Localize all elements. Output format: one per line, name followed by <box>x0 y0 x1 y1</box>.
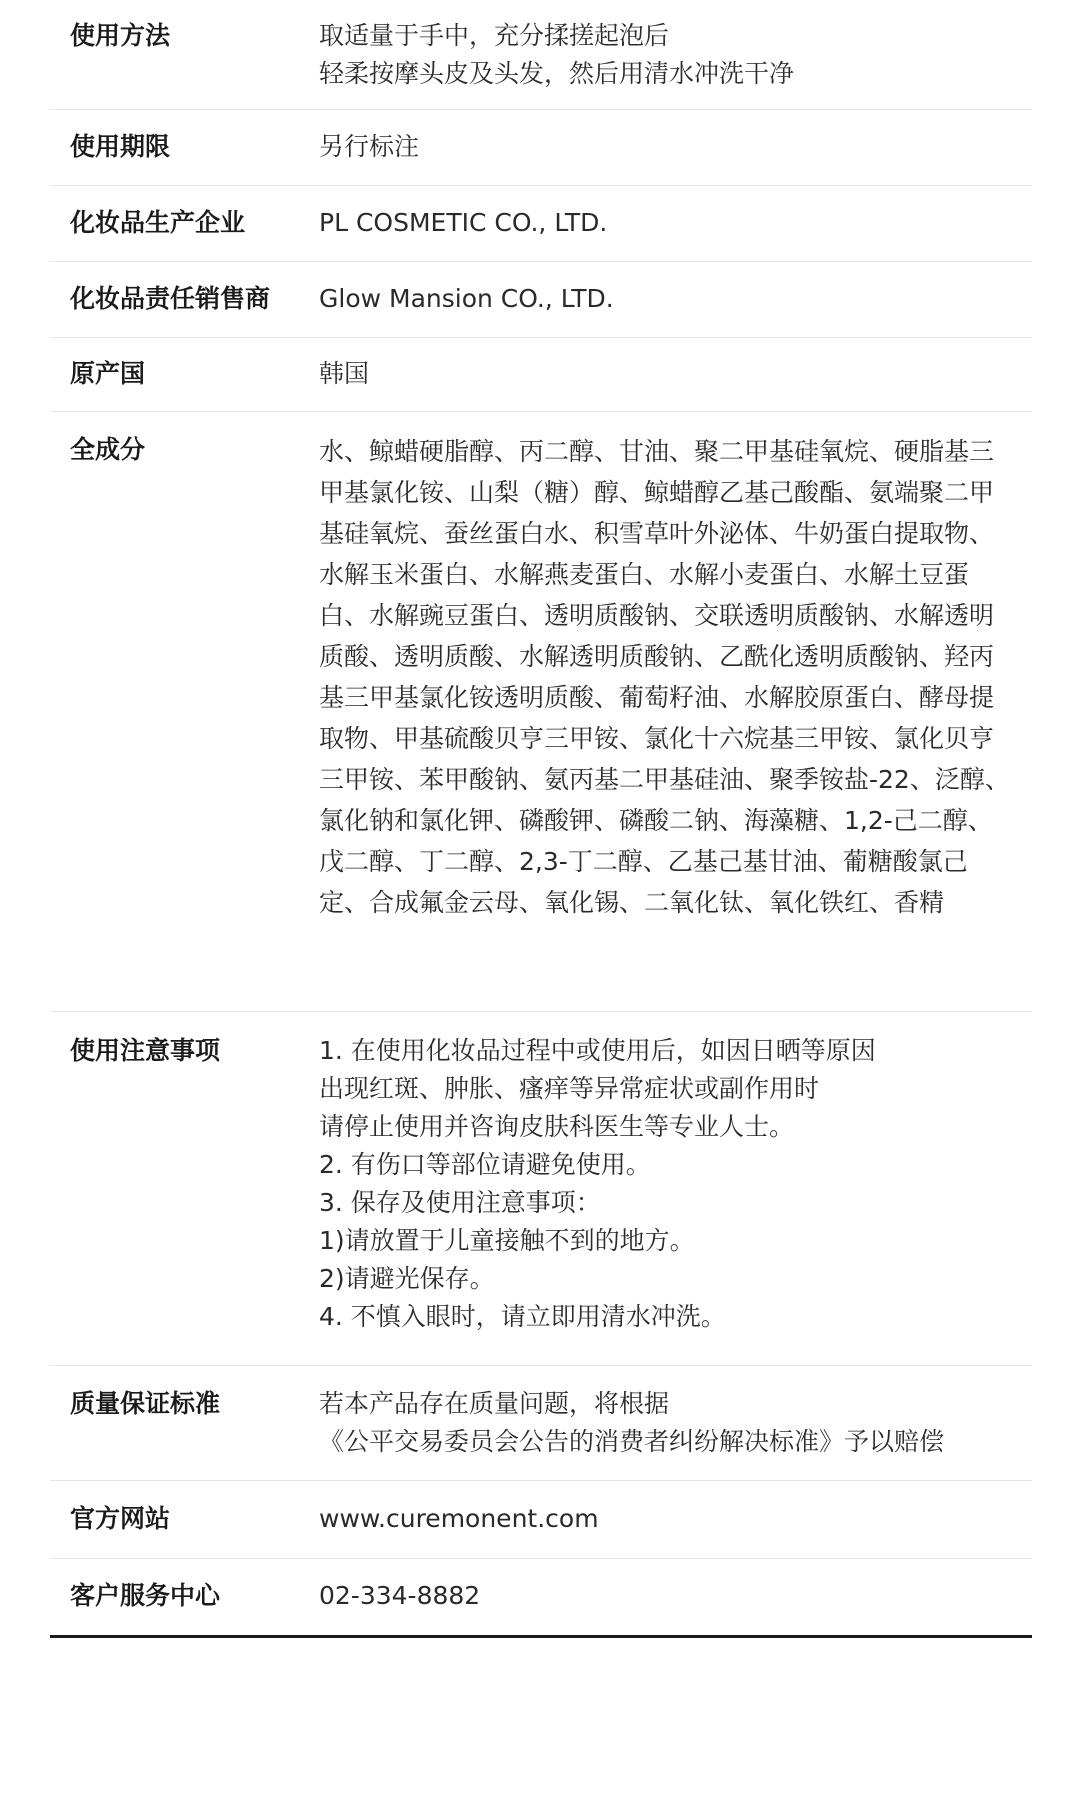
product-info-table <box>50 0 1032 1638</box>
row-label: 质量保证标准 <box>70 1389 221 1418</box>
value-line: 2)请避光保存。 <box>319 1264 495 1293</box>
ingredients-text: 水、鲸蜡硬脂醇、丙二醇、甘油、聚二甲基硅氧烷、硬脂基三甲基氯化铵、山梨（糖）醇、鲸蜡醇乙基己酸酯、氨端聚二甲基硅氧烷、蚕丝蛋白水、积雪草叶外泌体、牛奶蛋白提取物、水解玉米蛋白、水解燕麦蛋白、水解小麦蛋白、水解土豆蛋白、水解豌豆蛋白、透明质酸钠、交联透明质酸钠、水解透明质酸、透明质酸、水解透明质酸钠、乙酰化透明质酸钠、羟丙基三甲基氯化铵透明质酸、葡萄籽油、水解胶原蛋白、酵母提取物、甲基硫酸贝亨三甲铵、氯化十六烷基三甲铵、氯化贝亨三甲铵、苯甲酸钠、氨丙基二甲基硅油、聚季铵盐-22、泛醇、氯化钠和氯化钾、磷酸钾、磷酸二钠、海藻糖、1,2-己二醇、戊二醇、丁二醇、2,3-丁二醇、乙基己基甘油、葡糖酸氯己定、合成氟金云母、氧化锡、二氧化钛、氧化铁红、香精 <box>319 437 1010 917</box>
row-value <box>319 1385 1032 1480</box>
row-value: PL COSMETIC CO., LTD. <box>319 208 608 237</box>
row-value: 韩国 <box>319 359 370 388</box>
row-manufacturer <box>50 186 1032 262</box>
row-label: 化妆品生产企业 <box>70 208 246 237</box>
value-line: 取适量于手中，充分揉搓起泡后 <box>319 21 670 50</box>
value-line: 出现红斑、肿胀、瘙痒等异常症状或副作用时 <box>319 1074 820 1103</box>
row-value: 另行标注 <box>319 132 420 161</box>
row-label: 使用注意事项 <box>70 1036 221 1065</box>
row-label: 官方网站 <box>70 1504 171 1533</box>
row-label: 使用期限 <box>70 132 171 161</box>
row-value: Glow Mansion CO., LTD. <box>319 284 614 313</box>
row-country-of-origin <box>50 338 1032 412</box>
row-value <box>319 17 1032 109</box>
row-precautions <box>50 1012 1032 1366</box>
value-line: 4. 不慎入眼时，请立即用清水冲洗。 <box>319 1302 726 1331</box>
row-label: 化妆品责任销售商 <box>70 284 271 313</box>
row-ingredients <box>50 412 1032 1012</box>
value-line: 若本产品存在质量问题，将根据 <box>319 1389 670 1418</box>
value-line: 轻柔按摩头皮及头发，然后用清水冲洗干净 <box>319 59 795 88</box>
row-usage-method <box>50 0 1032 110</box>
row-label: 使用方法 <box>70 21 171 50</box>
row-label: 全成分 <box>70 435 146 464</box>
row-usage-period <box>50 110 1032 186</box>
value-line: 1)请放置于儿童接触不到的地方。 <box>319 1226 695 1255</box>
value-line: 2. 有伤口等部位请避免使用。 <box>319 1150 651 1179</box>
website-url: www.curemonent.com <box>319 1504 599 1533</box>
customer-service-phone: 02-334-8882 <box>319 1581 481 1610</box>
value-line: 1. 在使用化妆品过程中或使用后，如因日晒等原因 <box>319 1036 876 1065</box>
row-quality-guarantee <box>50 1366 1032 1481</box>
row-responsible-seller <box>50 262 1032 338</box>
row-label: 客户服务中心 <box>70 1581 221 1610</box>
value-line: 3. 保存及使用注意事项： <box>319 1188 601 1217</box>
row-official-website <box>50 1481 1032 1559</box>
row-value <box>319 1032 1032 1365</box>
row-customer-service <box>50 1559 1032 1638</box>
value-line: 请停止使用并咨询皮肤科医生等专业人士。 <box>319 1112 795 1141</box>
row-label: 原产国 <box>70 359 146 388</box>
value-line: 《公平交易委员会公告的消费者纠纷解决标准》予以赔偿 <box>319 1427 945 1456</box>
